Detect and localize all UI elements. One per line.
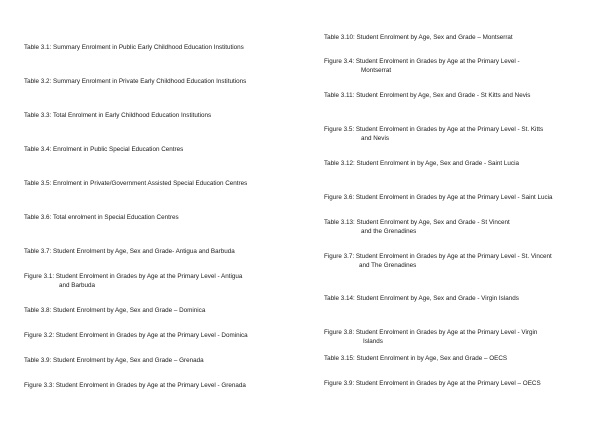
list-entry: Table 3.12: Student Enrolment in by Age, Sex and Grade - Saint Lucia [324,160,519,167]
list-entry: Table 3.10: Student Enrolment by Age, Sex and Grade – Montserrat [324,34,513,41]
list-entry: Figure 3.5: Student Enrolment in Grades by Age at the Primary Level - St. Kitts and Nevis [324,126,544,142]
list-entry: Table 3.4: Enrolment in Public Special Education Centres [24,146,184,153]
list-entry: Table 3.8: Student Enrolment by Age, Sex and Grade – Dominica [24,307,206,314]
list-entry: Table 3.1: Summary Enrolment in Public Early Childhood Education Institutions [24,44,244,51]
list-entry: Table 3.6: Total enrolment in Special Education Centres [24,214,179,221]
list-entry: Figure 3.7: Student Enrolment in Grades by Age at the Primary Level - St. Vincent and The Grenadines [324,253,552,269]
list-entry: Table 3.9: Student Enrolment by Age, Sex and Grade – Grenada [24,357,204,364]
list-entry: Figure 3.3: Student Enrolment in Grades by Age at the Primary Level - Grenada [24,382,246,389]
list-entry: Figure 3.4: Student Enrolment in Grades by Age at the Primary Level - Montserrat [324,58,520,74]
list-entry: Table 3.11: Student Enrolment by Age, Sex and Grade - St Kitts and Nevis [324,92,531,99]
list-entry: Table 3.7: Student Enrolment by Age, Sex and Grade- Antigua and Barbuda [24,248,235,255]
list-entry: Table 3.15: Student Enrolment in by Age, Sex and Grade – OECS [324,355,508,362]
list-entry: Figure 3.9: Student Enrolment in Grades by Age at the Primary Level – OECS [324,380,541,387]
list-entry: Table 3.13: Student Enrolment by Age, Sex and Grade - St Vincent and the Grenadines [324,219,510,235]
list-entry: Table 3.3: Total Enrolment in Early Childhood Education Institutions [24,112,212,119]
list-entry: Table 3.5: Enrolment in Private/Government Assisted Special Education Centres [24,180,248,187]
list-entry: Figure 3.1: Student Enrolment in Grades by Age at the Primary Level - Antigua and Barbuda [24,273,243,289]
list-entry: Table 3.14: Student Enrolment by Age, Sex and Grade - Virgin Islands [324,295,519,302]
list-entry: Figure 3.2: Student Enrolment in Grades by Age at the Primary Level - Dominica [24,332,248,339]
list-entry: Figure 3.8: Student Enrolment in Grades by Age at the Primary Level - Virgin Islands [324,329,538,345]
list-entry: Table 3.2: Summary Enrolment in Private Early Childhood Education Institutions [24,78,247,85]
list-entry: Figure 3.6: Student Enrolment in Grades by Age at the Primary Level - Saint Lucia [324,194,553,201]
